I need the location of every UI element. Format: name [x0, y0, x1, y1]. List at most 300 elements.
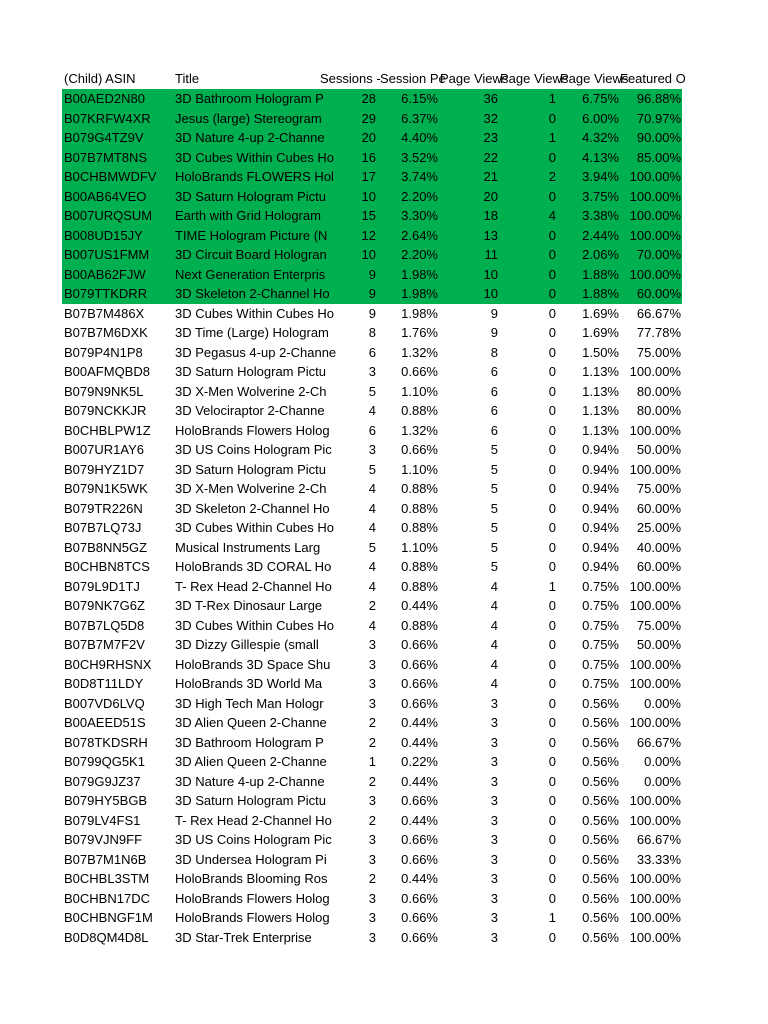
asin-cell[interactable]: B0CHBLPW1Z — [64, 422, 151, 438]
session-percentage-cell[interactable]: 0.66% — [401, 656, 438, 672]
header-cell-featured-offer[interactable]: Featured O — [620, 71, 686, 86]
featured-offer-cell[interactable]: 100.00% — [629, 208, 681, 223]
page-views-b2b-cell[interactable]: 0 — [548, 715, 556, 730]
asin-cell[interactable]: B079N9NK5L — [64, 383, 144, 399]
featured-offer-cell[interactable]: 100.00% — [629, 227, 681, 243]
page-views-b2b-cell[interactable]: 0 — [548, 539, 556, 555]
page-views-b2b-cell[interactable]: 0 — [548, 403, 556, 418]
sessions-cell[interactable]: 3 — [368, 832, 376, 847]
page-views-percentage-cell[interactable]: 4.13% — [582, 149, 619, 165]
page-views-percentage-cell[interactable]: 0.75% — [582, 676, 619, 691]
session-percentage-cell[interactable]: 0.88% — [401, 617, 438, 633]
page-views-b2b-cell[interactable]: 0 — [548, 520, 556, 535]
title-cell[interactable]: 3D US Coins Hologram Pic — [175, 442, 332, 457]
featured-offer-cell[interactable]: 80.00% — [636, 383, 681, 399]
sessions-cell[interactable]: 6 — [368, 344, 376, 360]
session-percentage-cell[interactable]: 0.44% — [401, 734, 438, 750]
asin-cell[interactable]: B007UR1AY6 — [64, 442, 144, 457]
session-percentage-cell[interactable]: 1.32% — [401, 422, 438, 438]
asin-cell[interactable]: B07KRFW4XR — [64, 110, 151, 126]
featured-offer-cell[interactable]: 100.00% — [629, 461, 681, 477]
page-views-b2b-cell[interactable]: 0 — [548, 812, 556, 828]
session-percentage-cell[interactable]: 3.74% — [401, 169, 438, 184]
session-percentage-cell[interactable]: 1.98% — [401, 266, 438, 282]
page-views-cell[interactable]: 6 — [490, 383, 498, 399]
page-views-percentage-cell[interactable]: 3.75% — [582, 188, 619, 204]
session-percentage-cell[interactable]: 0.22% — [401, 754, 438, 769]
page-views-percentage-cell[interactable]: 0.94% — [582, 461, 619, 477]
page-views-percentage-cell[interactable]: 1.13% — [582, 422, 619, 438]
page-views-percentage-cell[interactable]: 1.13% — [582, 403, 619, 418]
page-views-percentage-cell[interactable]: 0.56% — [582, 871, 619, 886]
title-cell[interactable]: 3D Nature 4-up 2-Channe — [175, 130, 325, 145]
title-cell[interactable]: 3D Velociraptor 2-Channe — [175, 403, 325, 418]
page-views-cell[interactable]: 5 — [490, 559, 498, 574]
page-views-percentage-cell[interactable]: 0.56% — [582, 929, 619, 945]
title-cell[interactable]: 3D High Tech Man Hologr — [175, 695, 324, 711]
title-cell[interactable]: HoloBrands 3D World Ma — [175, 676, 323, 691]
page-views-cell[interactable]: 6 — [490, 403, 498, 418]
featured-offer-cell[interactable]: 90.00% — [636, 130, 681, 145]
session-percentage-cell[interactable]: 0.66% — [401, 637, 438, 652]
asin-cell[interactable]: B079HYZ1D7 — [64, 461, 145, 477]
page-views-percentage-cell[interactable]: 0.94% — [582, 442, 619, 457]
session-percentage-cell[interactable]: 0.88% — [401, 559, 438, 574]
page-views-b2b-cell[interactable]: 0 — [548, 754, 556, 769]
page-views-cell[interactable]: 3 — [490, 773, 498, 789]
page-views-cell[interactable]: 8 — [490, 344, 498, 360]
sessions-cell[interactable]: 3 — [368, 910, 376, 925]
asin-cell[interactable]: B078TKDSRH — [64, 734, 148, 750]
page-views-cell[interactable]: 3 — [490, 832, 498, 847]
asin-cell[interactable]: B079VJN9FF — [64, 832, 143, 847]
session-percentage-cell[interactable]: 4.40% — [401, 130, 438, 145]
page-views-percentage-cell[interactable]: 0.56% — [582, 793, 619, 808]
page-views-percentage-cell[interactable]: 0.75% — [582, 598, 619, 613]
sessions-cell[interactable]: 5 — [368, 461, 376, 477]
sessions-cell[interactable]: 5 — [368, 383, 376, 399]
featured-offer-cell[interactable]: 70.97% — [636, 110, 681, 126]
title-cell[interactable]: 3D Cubes Within Cubes Ho — [175, 149, 334, 165]
title-cell[interactable]: Musical Instruments Larg — [175, 539, 321, 555]
session-percentage-cell[interactable]: 0.88% — [401, 578, 438, 594]
header-cell-sessions[interactable]: Sessions - — [320, 71, 381, 86]
page-views-percentage-cell[interactable]: 1.69% — [582, 325, 619, 340]
featured-offer-cell[interactable]: 100.00% — [629, 266, 681, 282]
session-percentage-cell[interactable]: 0.88% — [401, 500, 438, 516]
sessions-cell[interactable]: 5 — [368, 539, 376, 555]
title-cell[interactable]: 3D X-Men Wolverine 2-Ch — [175, 481, 327, 496]
page-views-cell[interactable]: 3 — [490, 890, 498, 906]
page-views-b2b-cell[interactable]: 0 — [548, 266, 556, 282]
featured-offer-cell[interactable]: 25.00% — [636, 520, 681, 535]
asin-cell[interactable]: B079NCKKJR — [64, 403, 147, 418]
session-percentage-cell[interactable]: 1.10% — [401, 461, 438, 477]
page-views-b2b-cell[interactable]: 0 — [548, 149, 556, 165]
asin-cell[interactable]: B0D8T11LDY — [64, 676, 144, 691]
featured-offer-cell[interactable]: 100.00% — [629, 890, 681, 906]
title-cell[interactable]: 3D Undersea Hologram Pi — [175, 851, 327, 867]
asin-cell[interactable]: B00AED2N80 — [64, 91, 145, 106]
asin-cell[interactable]: B007US1FMM — [64, 247, 150, 262]
page-views-b2b-cell[interactable]: 0 — [548, 832, 556, 847]
sessions-cell[interactable]: 17 — [361, 169, 376, 184]
page-views-b2b-cell[interactable]: 0 — [548, 676, 556, 691]
asin-cell[interactable]: B007VD6LVQ — [64, 695, 145, 711]
asin-cell[interactable]: B0D8QM4D8L — [64, 929, 149, 945]
page-views-b2b-cell[interactable]: 0 — [548, 793, 556, 808]
page-views-b2b-cell[interactable]: 0 — [548, 890, 556, 906]
page-views-b2b-cell[interactable]: 0 — [548, 305, 556, 321]
page-views-percentage-cell[interactable]: 0.75% — [582, 637, 619, 652]
page-views-b2b-cell[interactable]: 1 — [548, 130, 556, 145]
page-views-percentage-cell[interactable]: 0.56% — [582, 734, 619, 750]
page-views-percentage-cell[interactable]: 6.75% — [582, 91, 619, 106]
title-cell[interactable]: 3D Cubes Within Cubes Ho — [175, 617, 334, 633]
asin-cell[interactable]: B079TTKDRR — [64, 286, 148, 301]
page-views-percentage-cell[interactable]: 0.94% — [582, 539, 619, 555]
session-percentage-cell[interactable]: 2.64% — [401, 227, 438, 243]
page-views-b2b-cell[interactable]: 0 — [548, 325, 556, 340]
page-views-cell[interactable]: 4 — [490, 637, 498, 652]
title-cell[interactable]: 3D Pegasus 4-up 2-Channe — [175, 344, 337, 360]
page-views-percentage-cell[interactable]: 0.56% — [582, 773, 619, 789]
session-percentage-cell[interactable]: 0.88% — [401, 403, 438, 418]
asin-cell[interactable]: B0CHBMWDFV — [64, 169, 157, 184]
page-views-b2b-cell[interactable]: 0 — [548, 461, 556, 477]
page-views-percentage-cell[interactable]: 0.56% — [582, 754, 619, 769]
asin-cell[interactable]: B079NK7G6Z — [64, 598, 145, 613]
featured-offer-cell[interactable]: 60.00% — [636, 500, 681, 516]
featured-offer-cell[interactable]: 100.00% — [629, 598, 681, 613]
sessions-cell[interactable]: 3 — [368, 442, 376, 457]
sessions-cell[interactable]: 3 — [368, 656, 376, 672]
sessions-cell[interactable]: 4 — [368, 520, 376, 535]
page-views-b2b-cell[interactable]: 0 — [548, 773, 556, 789]
asin-cell[interactable]: B0799QG5K1 — [64, 754, 145, 769]
page-views-cell[interactable]: 3 — [490, 715, 498, 730]
sessions-cell[interactable]: 10 — [361, 247, 376, 262]
page-views-b2b-cell[interactable]: 0 — [548, 637, 556, 652]
session-percentage-cell[interactable]: 1.10% — [401, 383, 438, 399]
title-cell[interactable]: HoloBrands 3D Space Shu — [175, 656, 331, 672]
page-views-cell[interactable]: 4 — [490, 617, 498, 633]
page-views-b2b-cell[interactable]: 0 — [548, 383, 556, 399]
page-views-b2b-cell[interactable]: 0 — [548, 481, 556, 496]
session-percentage-cell[interactable]: 1.10% — [401, 539, 438, 555]
page-views-b2b-cell[interactable]: 0 — [548, 695, 556, 711]
sessions-cell[interactable]: 15 — [361, 208, 376, 223]
featured-offer-cell[interactable]: 100.00% — [629, 793, 681, 808]
sessions-cell[interactable]: 16 — [361, 149, 376, 165]
asin-cell[interactable]: B008UD15JY — [64, 227, 143, 243]
asin-cell[interactable]: B079LV4FS1 — [64, 812, 141, 828]
session-percentage-cell[interactable]: 1.98% — [401, 286, 438, 301]
featured-offer-cell[interactable]: 70.00% — [636, 247, 681, 262]
featured-offer-cell[interactable]: 40.00% — [636, 539, 681, 555]
title-cell[interactable]: 3D Dizzy Gillespie (small — [175, 637, 319, 652]
page-views-cell[interactable]: 18 — [483, 208, 498, 223]
page-views-percentage-cell[interactable]: 4.32% — [582, 130, 619, 145]
session-percentage-cell[interactable]: 0.66% — [401, 695, 438, 711]
page-views-b2b-cell[interactable]: 4 — [548, 208, 556, 223]
featured-offer-cell[interactable]: 100.00% — [629, 656, 681, 672]
sessions-cell[interactable]: 2 — [368, 715, 376, 730]
title-cell[interactable]: Jesus (large) Stereogram — [175, 110, 322, 126]
sessions-cell[interactable]: 2 — [368, 871, 376, 886]
featured-offer-cell[interactable]: 100.00% — [629, 169, 681, 184]
title-cell[interactable]: Earth with Grid Hologram — [175, 208, 321, 223]
page-views-b2b-cell[interactable]: 0 — [548, 247, 556, 262]
page-views-cell[interactable]: 23 — [483, 130, 498, 145]
asin-cell[interactable]: B07B7MT8NS — [64, 149, 148, 165]
session-percentage-cell[interactable]: 0.66% — [401, 364, 438, 379]
title-cell[interactable]: 3D T-Rex Dinosaur Large — [175, 598, 323, 613]
page-views-percentage-cell[interactable]: 0.94% — [582, 559, 619, 574]
page-views-percentage-cell[interactable]: 1.88% — [582, 286, 619, 301]
featured-offer-cell[interactable]: 33.33% — [636, 851, 681, 867]
sessions-cell[interactable]: 8 — [368, 325, 376, 340]
sessions-cell[interactable]: 3 — [368, 676, 376, 691]
sessions-cell[interactable]: 29 — [361, 110, 376, 126]
asin-cell[interactable]: B007URQSUM — [64, 208, 153, 223]
asin-cell[interactable]: B0CHBN8TCS — [64, 559, 150, 574]
page-views-cell[interactable]: 3 — [490, 851, 498, 867]
asin-cell[interactable]: B07B7LQ5D8 — [64, 617, 145, 633]
featured-offer-cell[interactable]: 0.00% — [644, 754, 681, 769]
page-views-b2b-cell[interactable]: 2 — [548, 169, 556, 184]
header-cell-page-views-percentage[interactable]: Page Views — [560, 71, 629, 86]
title-cell[interactable]: HoloBrands 3D CORAL Ho — [175, 559, 332, 574]
page-views-percentage-cell[interactable]: 1.50% — [582, 344, 619, 360]
session-percentage-cell[interactable]: 0.66% — [401, 832, 438, 847]
page-views-cell[interactable]: 20 — [483, 188, 498, 204]
sessions-cell[interactable]: 4 — [368, 500, 376, 516]
session-percentage-cell[interactable]: 6.15% — [401, 91, 438, 106]
title-cell[interactable]: 3D Time (Large) Hologram — [175, 325, 329, 340]
page-views-cell[interactable]: 4 — [490, 656, 498, 672]
header-cell-session-percentage[interactable]: Session Pe — [380, 71, 446, 86]
page-views-b2b-cell[interactable]: 0 — [548, 344, 556, 360]
asin-cell[interactable]: B07B7LQ73J — [64, 520, 142, 535]
featured-offer-cell[interactable]: 66.67% — [636, 305, 681, 321]
asin-cell[interactable]: B07B7M486X — [64, 305, 145, 321]
title-cell[interactable]: HoloBrands Flowers Holog — [175, 910, 330, 925]
page-views-percentage-cell[interactable]: 0.94% — [582, 520, 619, 535]
page-views-b2b-cell[interactable]: 0 — [548, 500, 556, 516]
session-percentage-cell[interactable]: 0.66% — [401, 851, 438, 867]
featured-offer-cell[interactable]: 60.00% — [636, 559, 681, 574]
sessions-cell[interactable]: 4 — [368, 617, 376, 633]
page-views-percentage-cell[interactable]: 0.56% — [582, 890, 619, 906]
asin-cell[interactable]: B0CHBN17DC — [64, 890, 150, 906]
page-views-b2b-cell[interactable]: 0 — [548, 851, 556, 867]
page-views-percentage-cell[interactable]: 1.13% — [582, 364, 619, 379]
sessions-cell[interactable]: 4 — [368, 403, 376, 418]
page-views-cell[interactable]: 10 — [483, 286, 498, 301]
page-views-cell[interactable]: 32 — [483, 110, 498, 126]
featured-offer-cell[interactable]: 0.00% — [644, 695, 681, 711]
featured-offer-cell[interactable]: 100.00% — [629, 910, 681, 925]
asin-cell[interactable]: B07B7M7F2V — [64, 637, 145, 652]
title-cell[interactable]: TIME Hologram Picture (N — [175, 227, 328, 243]
title-cell[interactable]: 3D Star-Trek Enterprise — [175, 929, 312, 945]
page-views-b2b-cell[interactable]: 1 — [548, 578, 556, 594]
page-views-cell[interactable]: 22 — [483, 149, 498, 165]
sessions-cell[interactable]: 6 — [368, 422, 376, 438]
page-views-cell[interactable]: 13 — [483, 227, 498, 243]
session-percentage-cell[interactable]: 1.98% — [401, 305, 438, 321]
sessions-cell[interactable]: 1 — [368, 754, 376, 769]
title-cell[interactable]: 3D Saturn Hologram Pictu — [175, 793, 327, 808]
title-cell[interactable]: 3D Skeleton 2-Channel Ho — [175, 500, 330, 516]
page-views-cell[interactable]: 11 — [484, 247, 498, 262]
featured-offer-cell[interactable]: 85.00% — [636, 149, 681, 165]
featured-offer-cell[interactable]: 66.67% — [636, 832, 681, 847]
featured-offer-cell[interactable]: 100.00% — [629, 422, 681, 438]
sessions-cell[interactable]: 4 — [368, 559, 376, 574]
sessions-cell[interactable]: 9 — [368, 286, 376, 301]
page-views-percentage-cell[interactable]: 0.56% — [582, 812, 619, 828]
page-views-b2b-cell[interactable]: 0 — [548, 734, 556, 750]
page-views-b2b-cell[interactable]: 0 — [548, 442, 556, 457]
asin-cell[interactable]: B0CHBL3STM — [64, 871, 150, 886]
featured-offer-cell[interactable]: 0.00% — [644, 773, 681, 789]
title-cell[interactable]: 3D Saturn Hologram Pictu — [175, 188, 327, 204]
page-views-cell[interactable]: 3 — [490, 929, 498, 945]
session-percentage-cell[interactable]: 0.66% — [401, 442, 438, 457]
sessions-cell[interactable]: 20 — [361, 130, 376, 145]
title-cell[interactable]: T- Rex Head 2-Channel Ho — [175, 578, 332, 594]
sessions-cell[interactable]: 28 — [361, 91, 376, 106]
title-cell[interactable]: 3D Alien Queen 2-Channe — [175, 754, 327, 769]
page-views-cell[interactable]: 21 — [483, 169, 498, 184]
sessions-cell[interactable]: 4 — [368, 481, 376, 496]
asin-cell[interactable]: B079P4N1P8 — [64, 344, 143, 360]
session-percentage-cell[interactable]: 0.44% — [401, 871, 438, 886]
session-percentage-cell[interactable]: 3.30% — [401, 208, 438, 223]
title-cell[interactable]: 3D Saturn Hologram Pictu — [175, 461, 327, 477]
page-views-b2b-cell[interactable]: 0 — [548, 286, 556, 301]
page-views-cell[interactable]: 5 — [490, 442, 498, 457]
session-percentage-cell[interactable]: 0.44% — [401, 715, 438, 730]
session-percentage-cell[interactable]: 0.44% — [401, 773, 438, 789]
session-percentage-cell[interactable]: 0.66% — [401, 676, 438, 691]
sessions-cell[interactable]: 3 — [368, 890, 376, 906]
sessions-cell[interactable]: 9 — [368, 266, 376, 282]
page-views-b2b-cell[interactable]: 0 — [548, 227, 556, 243]
page-views-cell[interactable]: 5 — [490, 539, 498, 555]
asin-cell[interactable]: B00AB62FJW — [64, 266, 146, 282]
featured-offer-cell[interactable]: 80.00% — [636, 403, 681, 418]
featured-offer-cell[interactable]: 96.88% — [636, 91, 681, 106]
page-views-cell[interactable]: 3 — [490, 734, 498, 750]
title-cell[interactable]: HoloBrands Blooming Ros — [175, 871, 328, 886]
page-views-cell[interactable]: 4 — [490, 598, 498, 613]
header-cell-title[interactable]: Title — [175, 71, 200, 86]
page-views-percentage-cell[interactable]: 1.69% — [582, 305, 619, 321]
asin-cell[interactable]: B00AB64VEO — [64, 188, 147, 204]
page-views-b2b-cell[interactable]: 0 — [548, 871, 556, 886]
session-percentage-cell[interactable]: 0.66% — [401, 793, 438, 808]
page-views-cell[interactable]: 10 — [483, 266, 498, 282]
title-cell[interactable]: 3D Bathroom Hologram P — [175, 91, 324, 106]
page-views-percentage-cell[interactable]: 1.88% — [582, 266, 619, 282]
asin-cell[interactable]: B079TR226N — [64, 500, 143, 516]
title-cell[interactable]: 3D X-Men Wolverine 2-Ch — [175, 383, 327, 399]
page-views-cell[interactable]: 9 — [490, 325, 498, 340]
session-percentage-cell[interactable]: 0.88% — [401, 520, 438, 535]
page-views-percentage-cell[interactable]: 0.94% — [582, 500, 619, 516]
page-views-percentage-cell[interactable]: 0.94% — [582, 481, 619, 496]
title-cell[interactable]: HoloBrands Flowers Holog — [175, 890, 330, 906]
header-cell-page-views[interactable]: Page Views — [440, 71, 509, 86]
asin-cell[interactable]: B07B7M1N6B — [64, 851, 147, 867]
session-percentage-cell[interactable]: 0.66% — [401, 929, 438, 945]
sessions-cell[interactable]: 3 — [368, 364, 376, 379]
page-views-cell[interactable]: 3 — [490, 695, 498, 711]
featured-offer-cell[interactable]: 50.00% — [636, 637, 681, 652]
page-views-cell[interactable]: 5 — [490, 461, 498, 477]
page-views-percentage-cell[interactable]: 0.56% — [582, 910, 619, 925]
featured-offer-cell[interactable]: 100.00% — [629, 364, 681, 379]
page-views-cell[interactable]: 3 — [490, 871, 498, 886]
title-cell[interactable]: HoloBrands Flowers Holog — [175, 422, 330, 438]
page-views-percentage-cell[interactable]: 0.56% — [582, 715, 619, 730]
page-views-percentage-cell[interactable]: 0.56% — [582, 832, 619, 847]
asin-cell[interactable]: B07B8NN5GZ — [64, 539, 148, 555]
page-views-b2b-cell[interactable]: 0 — [548, 422, 556, 438]
page-views-cell[interactable]: 3 — [490, 812, 498, 828]
session-percentage-cell[interactable]: 3.52% — [401, 149, 438, 165]
sessions-cell[interactable]: 3 — [368, 851, 376, 867]
page-views-b2b-cell[interactable]: 0 — [548, 598, 556, 613]
sessions-cell[interactable]: 4 — [368, 578, 376, 594]
page-views-cell[interactable]: 3 — [490, 793, 498, 808]
title-cell[interactable]: 3D Skeleton 2-Channel Ho — [175, 286, 330, 301]
page-views-cell[interactable]: 6 — [490, 364, 498, 379]
featured-offer-cell[interactable]: 100.00% — [629, 188, 681, 204]
featured-offer-cell[interactable]: 100.00% — [629, 871, 681, 886]
page-views-b2b-cell[interactable]: 0 — [548, 617, 556, 633]
asin-cell[interactable]: B079N1K5WK — [64, 481, 148, 496]
title-cell[interactable]: T- Rex Head 2-Channel Ho — [175, 812, 332, 828]
sessions-cell[interactable]: 3 — [368, 929, 376, 945]
sessions-cell[interactable]: 12 — [361, 227, 376, 243]
sessions-cell[interactable]: 3 — [368, 637, 376, 652]
page-views-percentage-cell[interactable]: 2.06% — [582, 247, 619, 262]
page-views-cell[interactable]: 6 — [490, 422, 498, 438]
page-views-b2b-cell[interactable]: 0 — [548, 188, 556, 204]
sessions-cell[interactable]: 10 — [361, 188, 376, 204]
header-cell-page-views-b2b[interactable]: Page Views — [500, 71, 569, 86]
featured-offer-cell[interactable]: 100.00% — [629, 578, 681, 594]
page-views-b2b-cell[interactable]: 1 — [548, 910, 556, 925]
featured-offer-cell[interactable]: 75.00% — [636, 481, 681, 496]
featured-offer-cell[interactable]: 50.00% — [636, 442, 681, 457]
header-cell-asin[interactable]: (Child) ASIN — [64, 71, 136, 86]
session-percentage-cell[interactable]: 2.20% — [401, 188, 438, 204]
page-views-b2b-cell[interactable]: 0 — [548, 364, 556, 379]
title-cell[interactable]: 3D Nature 4-up 2-Channe — [175, 773, 325, 789]
featured-offer-cell[interactable]: 77.78% — [636, 325, 681, 340]
title-cell[interactable]: 3D Cubes Within Cubes Ho — [175, 305, 334, 321]
featured-offer-cell[interactable]: 75.00% — [636, 617, 681, 633]
session-percentage-cell[interactable]: 1.32% — [401, 344, 438, 360]
asin-cell[interactable]: B07B7M6DXK — [64, 325, 148, 340]
session-percentage-cell[interactable]: 0.44% — [401, 812, 438, 828]
asin-cell[interactable]: B0CHBNGF1M — [64, 910, 153, 925]
